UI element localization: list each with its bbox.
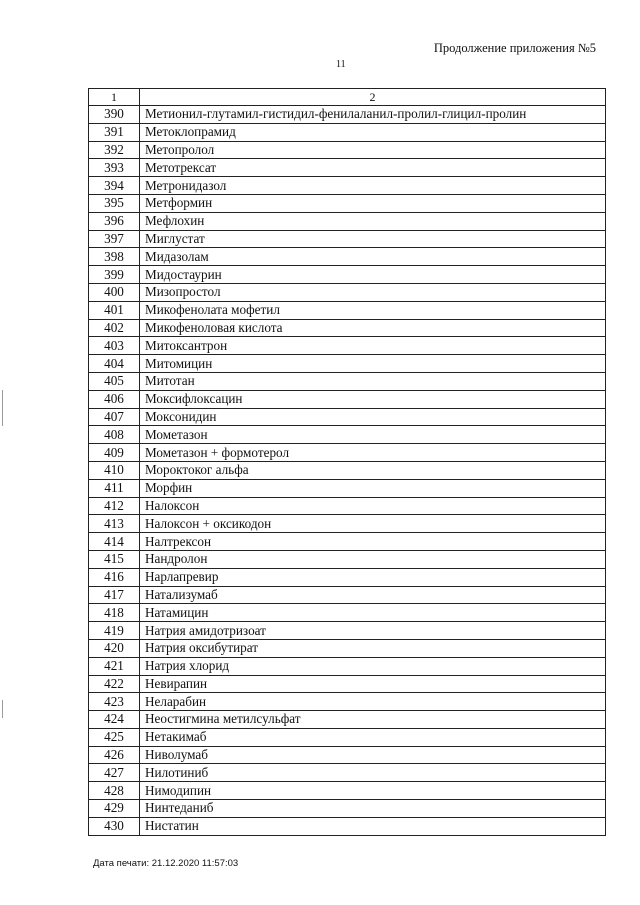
row-number: 409 [89, 444, 140, 462]
row-number: 402 [89, 319, 140, 337]
drug-name: Микофенолата мофетил [140, 301, 606, 319]
table-row [89, 159, 606, 177]
drug-name: Метоклопрамид [140, 123, 606, 141]
drug-name: Неостигмина метилсульфат [140, 711, 606, 729]
drug-name: Натрия амидотризоат [140, 622, 606, 640]
table-row [89, 408, 606, 426]
drug-name: Нимодипин [140, 782, 606, 800]
drug-name: Митоксантрон [140, 337, 606, 355]
drug-name: Мороктоког альфа [140, 461, 606, 479]
table [88, 88, 606, 836]
row-number: 408 [89, 426, 140, 444]
drug-list-table [88, 88, 606, 836]
print-date: Дата печати: 21.12.2020 11:57:03 [93, 858, 239, 869]
row-number: 412 [89, 497, 140, 515]
page-number: 11 [336, 59, 346, 70]
row-number: 400 [89, 283, 140, 301]
table-row [89, 497, 606, 515]
table-row [89, 212, 606, 230]
row-number: 390 [89, 106, 140, 124]
table-row [89, 586, 606, 604]
appendix-continuation-title: Продолжение приложения №5 [433, 41, 596, 55]
drug-name: Митотан [140, 372, 606, 390]
row-number: 424 [89, 711, 140, 729]
table-row [89, 604, 606, 622]
drug-name: Мидостаурин [140, 266, 606, 284]
table-row [89, 800, 606, 818]
table-row [89, 693, 606, 711]
table-row [89, 194, 606, 212]
drug-name: Нандролон [140, 550, 606, 568]
row-number: 425 [89, 728, 140, 746]
table-row [89, 301, 606, 319]
table-row [89, 106, 606, 124]
row-number: 415 [89, 550, 140, 568]
row-number: 392 [89, 141, 140, 159]
row-number: 417 [89, 586, 140, 604]
drug-name: Налоксон + оксикодон [140, 515, 606, 533]
drug-name: Налтрексон [140, 533, 606, 551]
table-row [89, 319, 606, 337]
row-number: 397 [89, 230, 140, 248]
row-number: 411 [89, 479, 140, 497]
table-row [89, 622, 606, 640]
row-number: 395 [89, 194, 140, 212]
drug-name: Морфин [140, 479, 606, 497]
drug-name: Моксонидин [140, 408, 606, 426]
drug-name: Мизопростол [140, 283, 606, 301]
drug-name: Ниволумаб [140, 746, 606, 764]
row-number: 423 [89, 693, 140, 711]
row-number: 419 [89, 622, 140, 640]
column-header-1: 1 [89, 89, 140, 106]
row-number: 391 [89, 123, 140, 141]
table-row [89, 141, 606, 159]
table-row [89, 177, 606, 195]
table-row [89, 372, 606, 390]
row-number: 428 [89, 782, 140, 800]
table-header-row [89, 89, 606, 106]
table-row [89, 426, 606, 444]
table-row [89, 746, 606, 764]
drug-name: Метопролол [140, 141, 606, 159]
drug-name: Невирапин [140, 675, 606, 693]
row-number: 414 [89, 533, 140, 551]
row-number: 421 [89, 657, 140, 675]
drug-name: Натамицин [140, 604, 606, 622]
table-row [89, 568, 606, 586]
row-number: 416 [89, 568, 140, 586]
drug-name: Нинтеданиб [140, 800, 606, 818]
table-row [89, 675, 606, 693]
table-row [89, 728, 606, 746]
drug-name: Нилотиниб [140, 764, 606, 782]
drug-name: Метформин [140, 194, 606, 212]
drug-name: Неларабин [140, 693, 606, 711]
row-number: 413 [89, 515, 140, 533]
scan-artifact-mark [2, 390, 3, 426]
drug-name: Моксифлоксацин [140, 390, 606, 408]
table-row [89, 230, 606, 248]
drug-name: Микофеноловая кислота [140, 319, 606, 337]
drug-name: Метотрексат [140, 159, 606, 177]
row-number: 427 [89, 764, 140, 782]
row-number: 418 [89, 604, 140, 622]
drug-name: Митомицин [140, 355, 606, 373]
row-number: 407 [89, 408, 140, 426]
table-row [89, 639, 606, 657]
drug-name: Нарлапревир [140, 568, 606, 586]
table-row [89, 764, 606, 782]
table-row [89, 355, 606, 373]
drug-name: Налоксон [140, 497, 606, 515]
drug-name: Натрия хлорид [140, 657, 606, 675]
row-number: 401 [89, 301, 140, 319]
row-number: 394 [89, 177, 140, 195]
table-row [89, 461, 606, 479]
drug-name: Мометазон [140, 426, 606, 444]
row-number: 422 [89, 675, 140, 693]
table-row [89, 283, 606, 301]
table-row [89, 390, 606, 408]
row-number: 398 [89, 248, 140, 266]
table-row [89, 817, 606, 835]
row-number: 393 [89, 159, 140, 177]
drug-name: Натрия оксибутират [140, 639, 606, 657]
table-row [89, 123, 606, 141]
drug-name: Метронидазол [140, 177, 606, 195]
drug-name: Миглустат [140, 230, 606, 248]
table-body [89, 89, 606, 836]
drug-name: Нетакимаб [140, 728, 606, 746]
table-row [89, 782, 606, 800]
row-number: 426 [89, 746, 140, 764]
table-row [89, 337, 606, 355]
row-number: 403 [89, 337, 140, 355]
table-row [89, 711, 606, 729]
table-row [89, 515, 606, 533]
drug-name: Нистатин [140, 817, 606, 835]
drug-name: Мефлохин [140, 212, 606, 230]
table-row [89, 444, 606, 462]
table-row [89, 533, 606, 551]
row-number: 410 [89, 461, 140, 479]
table-row [89, 657, 606, 675]
row-number: 406 [89, 390, 140, 408]
drug-name: Мометазон + формотерол [140, 444, 606, 462]
table-row [89, 479, 606, 497]
table-row [89, 550, 606, 568]
drug-name: Мидазолам [140, 248, 606, 266]
scan-artifact-mark [2, 700, 3, 718]
row-number: 420 [89, 639, 140, 657]
row-number: 399 [89, 266, 140, 284]
row-number: 430 [89, 817, 140, 835]
row-number: 404 [89, 355, 140, 373]
table-row [89, 248, 606, 266]
table-row [89, 266, 606, 284]
drug-name: Натализумаб [140, 586, 606, 604]
row-number: 429 [89, 800, 140, 818]
row-number: 405 [89, 372, 140, 390]
drug-name: Метионил-глутамил-гистидил-фенилаланил-пролил-глицил-пролин [140, 106, 606, 124]
row-number: 396 [89, 212, 140, 230]
column-header-2: 2 [140, 89, 606, 106]
